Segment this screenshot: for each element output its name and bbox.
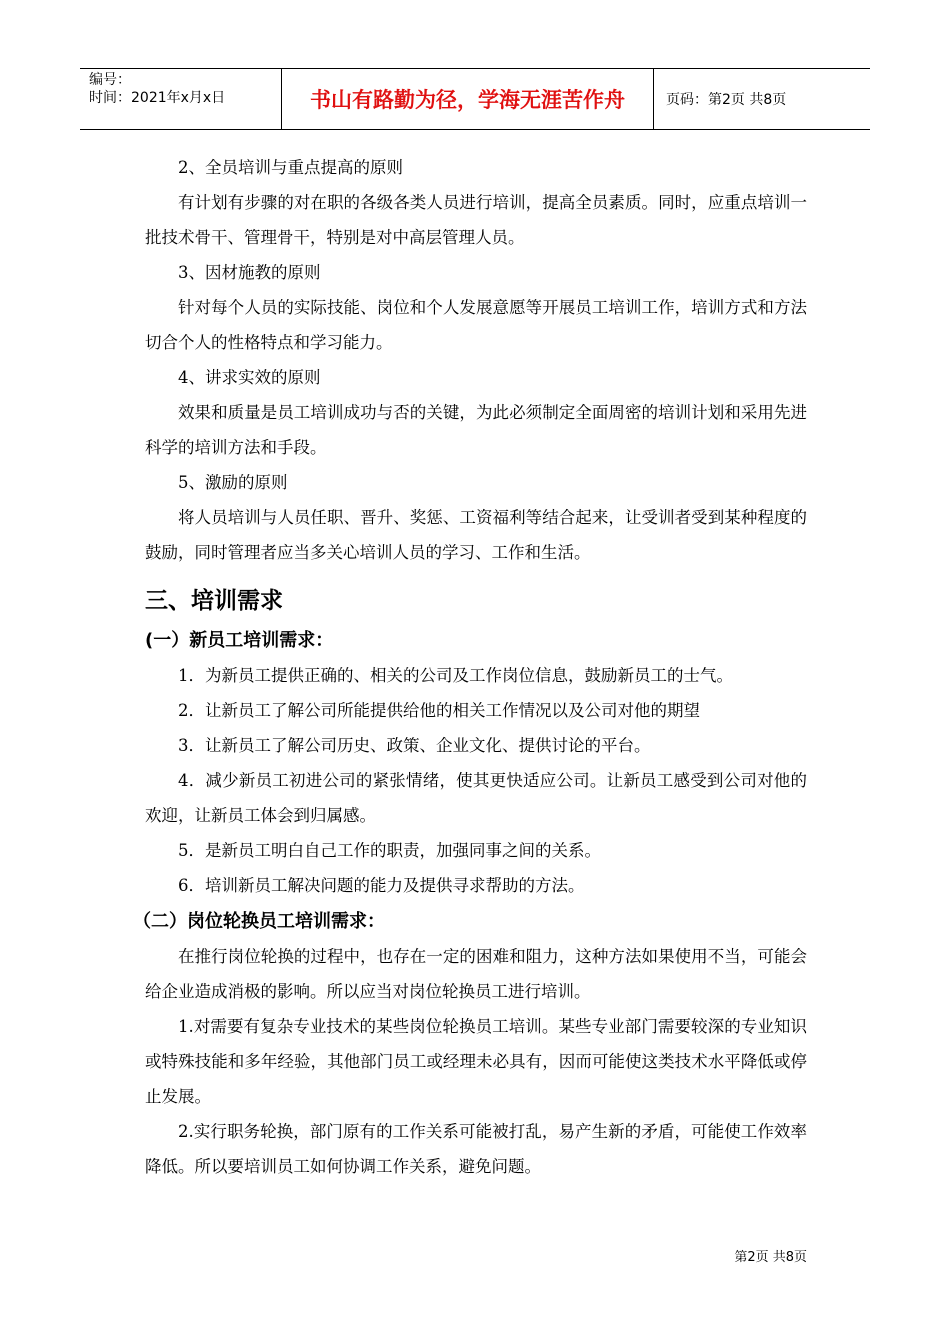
principle-heading-5: 5、激励的原则 — [178, 473, 288, 492]
subsection-title-rotation: （二）岗位轮换员工培训需求： — [133, 911, 385, 932]
principle-heading-4: 4、讲求实效的原则 — [178, 368, 321, 387]
list-item: 2．让新员工了解公司所能提供给他的相关工作情况以及公司对他的期望 — [178, 701, 700, 720]
time-label: 时间：2021年x月x日 — [89, 90, 226, 106]
code-label: 编号： — [89, 72, 131, 88]
document-body — [133, 150, 807, 1184]
principle-heading-3: 3、因材施教的原则 — [178, 263, 321, 282]
list-item: 1.对需要有复杂专业技术的某些岗位轮换员工培训。某些专业部门需要较深的专业知识或特殊技能和多年经验，其他部门员工或经理未必具有，因而可能使这类技术水平降低或停止发展。 — [145, 1017, 807, 1106]
principle-text-2: 有计划有步骤的对在职的各级各类人员进行培训，提高全员素质。同时，应重点培训一批技术骨干、管理骨干，特别是对中高层管理人员。 — [145, 193, 807, 247]
list-item: 4．减少新员工初进公司的紧张情绪，使其更快适应公司。让新员工感受到公司对他的欢迎，让新员工体会到归属感。 — [145, 771, 807, 825]
section-title: 三、培训需求 — [145, 588, 283, 614]
list-item: 5．是新员工明白自己工作的职责，加强同事之间的关系。 — [178, 841, 601, 860]
subsection-title-new-employee: (一）新员工培训需求： — [145, 630, 334, 651]
principle-heading-2: 2、全员培训与重点提高的原则 — [178, 158, 403, 177]
page-header — [80, 68, 870, 130]
principle-text-5: 将人员培训与人员任职、晋升、奖惩、工资福利等结合起来，让受训者受到某种程度的鼓励，同时管理者应当多关心培训人员的学习、工作和生活。 — [145, 508, 807, 562]
list-item: 3．让新员工了解公司历史、政策、企业文化、提供讨论的平台。 — [178, 736, 651, 755]
list-item: 1．为新员工提供正确的、相关的公司及工作岗位信息，鼓励新员工的士气。 — [178, 666, 733, 685]
header-meta — [80, 69, 282, 129]
subsection-intro: 在推行岗位轮换的过程中，也存在一定的困难和阻力，这种方法如果使用不当，可能会给企业造成消极的影响。所以应当对岗位轮换员工进行培训。 — [145, 947, 807, 1001]
principle-text-4: 效果和质量是员工培训成功与否的关键，为此必须制定全面周密的培训计划和采用先进科学的培训方法和手段。 — [145, 403, 807, 457]
header-motto: 书山有路勤为径，学海无涯苦作舟 — [282, 69, 654, 129]
list-item: 6．培训新员工解决问题的能力及提供寻求帮助的方法。 — [178, 876, 585, 895]
principle-text-3: 针对每个人员的实际技能、岗位和个人发展意愿等开展员工培训工作，培训方式和方法切合个人的性格特点和学习能力。 — [145, 298, 807, 352]
header-page-number: 页码：第2页 共8页 — [666, 92, 787, 108]
list-item: 2.实行职务轮换，部门原有的工作关系可能被打乱，易产生新的矛盾，可能使工作效率降低。所以要培训员工如何协调工作关系，避免问题。 — [145, 1122, 807, 1176]
page-footer: 第2页 共8页 — [734, 1250, 807, 1265]
